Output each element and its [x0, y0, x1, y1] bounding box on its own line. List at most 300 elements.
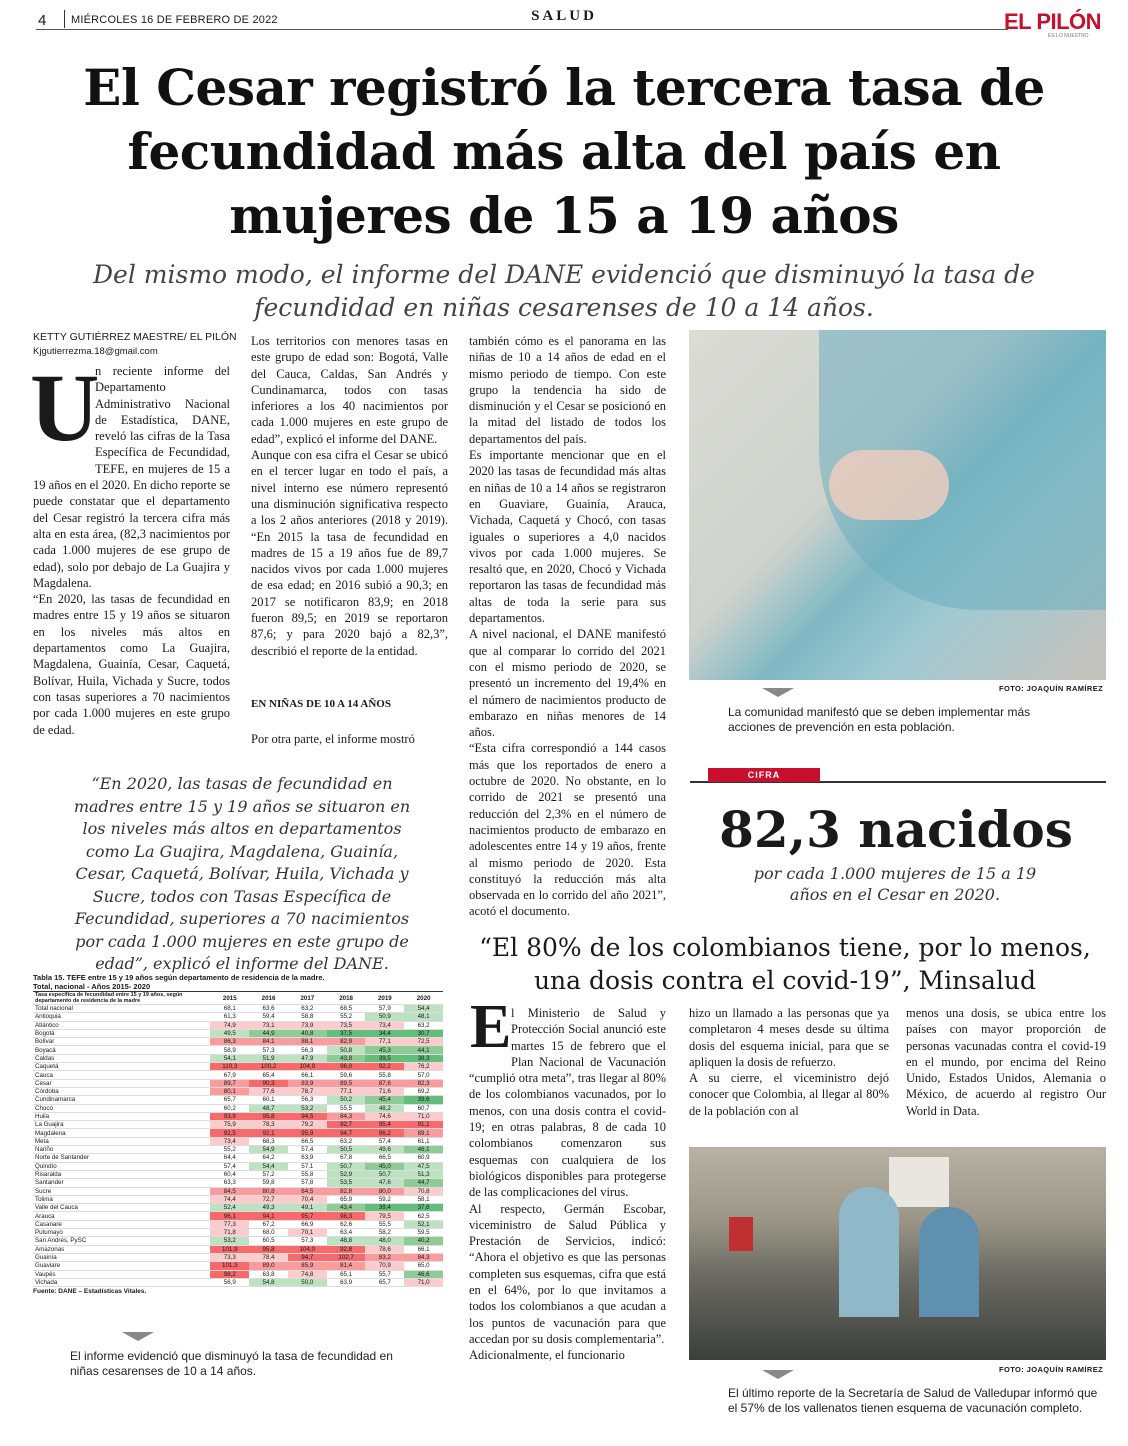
table-cell: 74,8	[288, 1270, 327, 1278]
table-cell: 63,3	[210, 1179, 249, 1187]
pregnant-woman-photo[interactable]	[689, 330, 1106, 680]
table-cell: 58,1	[404, 1195, 443, 1203]
table-cell: 79,2	[288, 1121, 327, 1129]
table-cell: 54,9	[249, 1146, 288, 1154]
table-cell: 82,9	[327, 1038, 366, 1046]
table-cell: 74,9	[210, 1021, 249, 1029]
header-date: MIÉRCOLES 16 DE FEBRERO DE 2022	[71, 14, 278, 26]
table-cell: 70,1	[288, 1229, 327, 1237]
table-cell: 59,6	[327, 1071, 366, 1079]
department-name: Risaralda	[33, 1170, 210, 1178]
table-cell: 34,4	[365, 1029, 404, 1037]
col2-body	[251, 333, 448, 683]
table-cell: 68,3	[249, 1137, 288, 1145]
table-cell: 63,9	[288, 1154, 327, 1162]
department-name: La Guajira	[33, 1121, 210, 1129]
table-row	[33, 1021, 443, 1029]
table-cell: 96,1	[210, 1212, 249, 1220]
table-cell: 48,8	[327, 1237, 366, 1245]
table-cell: 50,0	[288, 1278, 327, 1286]
department-name: Cesar	[33, 1079, 210, 1087]
table-cell: 86,3	[210, 1038, 249, 1046]
cifra-badge: CIFRA	[708, 768, 820, 782]
table-row	[33, 1262, 443, 1270]
table-cell: 95,4	[365, 1121, 404, 1129]
table-cell: 90,3	[249, 1079, 288, 1087]
department-name: San Andrés, PySC	[33, 1237, 210, 1245]
table-row	[33, 1212, 443, 1220]
table-row	[33, 1079, 443, 1087]
table-cell: 62,6	[327, 1220, 366, 1228]
table-cell: 68,1	[210, 1005, 249, 1013]
department-name: Total nacional	[33, 1005, 210, 1013]
table-cell: 63,6	[249, 1005, 288, 1013]
table-cell: 101,9	[210, 1245, 249, 1253]
department-name: Cauca	[33, 1071, 210, 1079]
table-row	[33, 1029, 443, 1037]
department-name: Arauca	[33, 1212, 210, 1220]
table-cell: 74,6	[365, 1112, 404, 1120]
table-cell: 63,8	[249, 1270, 288, 1278]
table-row	[33, 1195, 443, 1203]
story2-col1-paragraph-2: Al respecto, Germán Escobar, viceministro de Salud Pública y Prestación de Servicios, indicó: “Ahora el objetivo es que las personas completen sus esquemas, cifra que está en el 64%, por lo que invitamos a todos los colombianos a que acudan a los puntos de vacunación para que accedan por su dosis complementaria”.	[469, 1201, 666, 1346]
table-cell: 71,0	[404, 1278, 443, 1286]
department-name: Santander	[33, 1179, 210, 1187]
table-subtitle: Total, nacional - Años 2015- 2020	[33, 982, 443, 992]
photo-person-shape	[919, 1207, 979, 1317]
table-cell: 72,5	[404, 1038, 443, 1046]
table-cell: 77,1	[365, 1038, 404, 1046]
table-cell: 69,2	[404, 1087, 443, 1095]
department-name: Guainía	[33, 1253, 210, 1261]
cifra-number: 82,3 nacidos	[719, 800, 1073, 859]
table-row	[33, 1270, 443, 1278]
table-cell: 75,9	[210, 1121, 249, 1129]
logo-tagline: ES LO NUESTRO	[1048, 33, 1089, 39]
table-row	[33, 1046, 443, 1054]
table-cell: 94,7	[288, 1253, 327, 1261]
table-cell: 52,4	[210, 1204, 249, 1212]
table-cell: 53,2	[210, 1237, 249, 1245]
table-row	[33, 1096, 443, 1104]
department-name: Amazonas	[33, 1245, 210, 1253]
table-row	[33, 1121, 443, 1129]
table-cell: 62,5	[404, 1212, 443, 1220]
vaccination-photo[interactable]	[689, 1147, 1106, 1360]
table-cell: 98,2	[210, 1270, 249, 1278]
table-cell: 55,5	[327, 1104, 366, 1112]
table-cell: 37,6	[404, 1204, 443, 1212]
year-header: 2017	[288, 992, 327, 1005]
table-cell: 45,3	[365, 1046, 404, 1054]
table-cell: 67,8	[327, 1154, 366, 1162]
table-cell: 60,9	[404, 1154, 443, 1162]
department-name: Huila	[33, 1112, 210, 1120]
table-cell: 59,5	[404, 1229, 443, 1237]
col2-paragraph-1: Los territorios con menores tasas en este grupo de edad son: Bogotá, Valle del Cauca, Caldas, San Andrés y Cundinamarca, todos con tasas inferiores a los 40 nacimientos por cada 1.000 mujeres en este grupo de edad”, explicó el informe del DANE.	[251, 334, 448, 446]
table-cell: 43,4	[327, 1204, 366, 1212]
table-row	[33, 1146, 443, 1154]
table-cell: 71,8	[210, 1229, 249, 1237]
table-cell: 89,7	[210, 1079, 249, 1087]
table-cell: 94,5	[288, 1112, 327, 1120]
table-cell: 53,5	[327, 1179, 366, 1187]
table-row	[33, 1179, 443, 1187]
header-rule	[36, 29, 1008, 30]
table-cell: 65,9	[327, 1195, 366, 1203]
drop-cap: U	[30, 354, 100, 461]
department-name: Tolima	[33, 1195, 210, 1203]
table-cell: 67,2	[249, 1220, 288, 1228]
table-cell: 84,1	[249, 1038, 288, 1046]
table-cell: 67,9	[210, 1071, 249, 1079]
table-cell: 91,1	[404, 1121, 443, 1129]
table-cell: 102,7	[327, 1253, 366, 1261]
department-name: Casanare	[33, 1220, 210, 1228]
table-cell: 92,2	[365, 1063, 404, 1071]
story2-headline: “El 80% de los colombianos tiene, por lo menos, una dosis contra el covid-19”, Minsalud	[479, 933, 1091, 995]
department-name: Sucre	[33, 1187, 210, 1195]
table-cell: 66,1	[404, 1245, 443, 1253]
department-name: Caldas	[33, 1054, 210, 1062]
table-cell: 80,8	[249, 1187, 288, 1195]
tefe-table-block	[33, 973, 443, 1295]
table-cell: 104,0	[288, 1245, 327, 1253]
table-cell: 39,4	[365, 1204, 404, 1212]
table-cell: 95,8	[249, 1112, 288, 1120]
table-cell: 59,2	[365, 1195, 404, 1203]
table-cell: 84,5	[210, 1187, 249, 1195]
table-cell: 84,3	[404, 1253, 443, 1261]
table-cell: 57,4	[365, 1137, 404, 1145]
table-cell: 68,0	[249, 1229, 288, 1237]
table-cell: 57,9	[365, 1005, 404, 1013]
table-cell: 47,9	[288, 1054, 327, 1062]
table-cell: 65,7	[365, 1278, 404, 1286]
table-cell: 94,1	[249, 1212, 288, 1220]
table-row	[33, 1137, 443, 1145]
table-cell: 49,1	[288, 1204, 327, 1212]
table-row	[33, 1054, 443, 1062]
table-cell: 100,2	[249, 1063, 288, 1071]
story2-col2-paragraph-2: A su cierre, el viceministro dejó conocer que Colombia, al llegar al 80% de la población con al	[689, 1071, 889, 1118]
table-cell: 55,5	[365, 1220, 404, 1228]
table-cell: 51,9	[249, 1054, 288, 1062]
table-cell: 57,1	[288, 1162, 327, 1170]
table-row	[33, 1204, 443, 1212]
table-row	[33, 1162, 443, 1170]
story2-col1-lead: l Ministerio de Salud y Protección Social anunció este martes 15 de febrero que el Plan Nacional de Vacunación “cumplió otra meta”, tras llegar al 80% de los colombianos vacunados, por lo menos, con una dosis contra el covid-19; en otras palabras, 8 de cada 10 colombianos comenzaron sus esquemas con cualquiera de los biológicos disponibles para protegerse de las complicaciones del virus.	[469, 1006, 666, 1200]
year-header: 2015	[210, 992, 249, 1005]
table-cell: 96,0	[327, 1063, 366, 1071]
table-cell: 54,8	[249, 1278, 288, 1286]
col3-body	[469, 333, 666, 918]
table-caption: El informe evidenció que disminuyó la tasa de fecundidad en niñas cesarenses de 10 a 14 años.	[70, 1349, 393, 1378]
department-name: Vichada	[33, 1278, 210, 1286]
table-cell: 63,2	[404, 1021, 443, 1029]
table-cell: 52,1	[404, 1220, 443, 1228]
table-row	[33, 1187, 443, 1195]
col3-paragraph-4: “Esta cifra correspondió a 144 casos más que los reportados de enero a octubre de 2020. No obstante, en lo corrido de 2021 se presentó una reducción del 2,3% en el número de nacimientos producto de embarazo en adolescentes entre 14 y 19 años, frente al mismo periodo de 2020. Esta constituyó la reducción más alta observada en lo corrido del año 2021”, acotó el documento.	[469, 741, 666, 918]
table-cell: 50,9	[365, 1013, 404, 1021]
table-cell: 40,8	[288, 1029, 327, 1037]
table-cell: 50,8	[327, 1046, 366, 1054]
table-row	[33, 1170, 443, 1178]
department-name: Norte de Santander	[33, 1154, 210, 1162]
table-cell: 59,4	[249, 1013, 288, 1021]
table-cell: 73,9	[288, 1021, 327, 1029]
table-cell: 73,4	[210, 1137, 249, 1145]
department-name: Meta	[33, 1137, 210, 1145]
table-cell: 54,4	[404, 1005, 443, 1013]
table-cell: 57,4	[210, 1162, 249, 1170]
table-cell: 58,2	[365, 1229, 404, 1237]
col3-paragraph-3: A nivel nacional, el DANE manifestó que al comparar lo corrido del 2021 con el mismo periodo de 2020, se presentó un incremento del 19,4% en el número de nacimientos producto de embarazo en niñas menores de 14 años.	[469, 627, 666, 740]
table-cell: 95,7	[288, 1212, 327, 1220]
table-cell: 48,1	[404, 1013, 443, 1021]
department-name: Atlántico	[33, 1021, 210, 1029]
story2-drop-cap: E	[470, 993, 512, 1061]
table-cell: 48,2	[365, 1104, 404, 1112]
table-cell: 57,3	[288, 1237, 327, 1245]
table-cell: 57,3	[249, 1046, 288, 1054]
table-row	[33, 1005, 443, 1013]
table-cell: 96,2	[365, 1129, 404, 1137]
caption-arrow-icon	[762, 1370, 794, 1379]
table-cell: 64,4	[210, 1154, 249, 1162]
year-header: 2018	[327, 992, 366, 1005]
table-cell: 80,1	[210, 1087, 249, 1095]
table-cell: 95,8	[249, 1245, 288, 1253]
table-cell: 63,4	[327, 1229, 366, 1237]
year-header: 2020	[404, 992, 443, 1005]
table-cell: 94,7	[327, 1129, 366, 1137]
table-cell: 73,5	[327, 1021, 366, 1029]
department-name: Valle del Cauca	[33, 1204, 210, 1212]
table-cell: 39,6	[404, 1096, 443, 1104]
table-row	[33, 1071, 443, 1079]
story2-col2-paragraph-1: hizo un llamado a las personas que ya completaron 4 meses desde su última dosis del esquema inicial, para que se apliquen la dosis de refuerzo.	[689, 1006, 889, 1069]
dropcap-spacer	[469, 1005, 511, 1057]
table-cell: 54,1	[210, 1054, 249, 1062]
col1-paragraph-2: “En 2020, las tasas de fecundidad en madres entre 15 y 19 años se situaron en los niveles más altos en departamentos como La Guajira, Magdalena, Guainía, Cesar, Caquetá, Bolívar, Huila, Vichada y Sucre, todos con tasas superiores a 70 nacimientos por cada 1.000 mujeres en este grupo de edad.	[33, 592, 230, 737]
table-cell: 78,7	[288, 1087, 327, 1095]
table-row	[33, 1278, 443, 1286]
table-cell: 84,3	[327, 1112, 366, 1120]
headline: El Cesar registró la tercera tasa de fecundidad más alta del país en mujeres de 15 a 19 años	[83, 58, 1045, 245]
table-row	[33, 1038, 443, 1046]
table-cell: 98,3	[327, 1212, 366, 1220]
table-row	[33, 1229, 443, 1237]
department-name: Bogotá	[33, 1029, 210, 1037]
table-cell: 104,9	[288, 1063, 327, 1071]
table-row	[33, 1129, 443, 1137]
table-cell: 48,7	[249, 1104, 288, 1112]
section-title: SALUD	[531, 8, 597, 24]
pull-quote: “En 2020, las tasas de fecundidad en madres entre 15 y 19 años se situaron en los niveles más altos en departamentos como La Guajira, Magdalena, Guainía, Cesar, Caquetá, Bolívar, Huila, Vichada y Sucre, todos con Tasas Específica de Fecundidad, superiores a 70 nacimientos por cada 1.000 mujeres en este grupo de edad”, explicó el informe del DANE.	[73, 774, 411, 973]
table-cell: 81,4	[327, 1262, 366, 1270]
table-cell: 68,5	[327, 1005, 366, 1013]
table-cell: 38,3	[404, 1054, 443, 1062]
table-cell: 110,3	[210, 1063, 249, 1071]
table-cell: 83,9	[288, 1079, 327, 1087]
table-cell: 79,5	[365, 1212, 404, 1220]
table-row	[33, 1253, 443, 1261]
table-cell: 87,6	[365, 1079, 404, 1087]
department-name: Putumayo	[33, 1229, 210, 1237]
table-cell: 57,2	[249, 1170, 288, 1178]
newspaper-logo[interactable]: EL PILÓN	[1004, 9, 1102, 34]
table-cell: 89,1	[404, 1129, 443, 1137]
table-cell: 65,7	[210, 1096, 249, 1104]
table-cell: 47,5	[404, 1162, 443, 1170]
photo-poster-shape	[729, 1217, 753, 1251]
table-title: Tabla 15. TEFE entre 15 y 19 años según departamento de residencia de la madre.	[33, 973, 325, 982]
table-cell: 58,9	[210, 1046, 249, 1054]
table-cell: 55,7	[365, 1270, 404, 1278]
table-row	[33, 1154, 443, 1162]
year-header: 2019	[365, 992, 404, 1005]
table-cell: 61,3	[210, 1013, 249, 1021]
table-cell: 71,6	[365, 1087, 404, 1095]
author-email[interactable]: Kjgutierrezma.18@gmail.com	[33, 346, 158, 357]
table-cell: 66,5	[365, 1154, 404, 1162]
table-row	[33, 1063, 443, 1071]
department-name: Antioquia	[33, 1013, 210, 1021]
table-cell: 73,1	[249, 1021, 288, 1029]
department-name: Magdalena	[33, 1129, 210, 1137]
table-cell: 54,4	[249, 1162, 288, 1170]
department-name: Bolívar	[33, 1038, 210, 1046]
table-cell: 40,2	[404, 1237, 443, 1245]
table-cell: 59,8	[249, 1179, 288, 1187]
caption-arrow-icon	[122, 1332, 154, 1341]
col2-subhead: EN NIÑAS DE 10 A 14 AÑOS	[251, 698, 391, 710]
table-header-label: Tasa específica de fecundidad entre 15 y 19 años, según departamento de residencia de la madre	[33, 992, 210, 1005]
page-number: 4	[38, 12, 47, 29]
table-cell: 58,8	[288, 1013, 327, 1021]
col1-body	[33, 363, 230, 743]
photo1-credit: FOTO: JOAQUÍN RAMÍREZ	[999, 684, 1104, 693]
table-cell: 43,8	[327, 1054, 366, 1062]
col3-paragraph-1: también cómo es el panorama en las niñas de 10 a 14 años de edad en el mismo periodo de tiempo. Con este grupo la tendencia ha sido de disminución y el Cesar se posicionó en la mitad del listado de todos los departamentos del país.	[469, 334, 666, 446]
department-name: Nariño	[33, 1146, 210, 1154]
table-cell: 55,2	[327, 1013, 366, 1021]
table-cell: 50,7	[327, 1162, 366, 1170]
cifra-caption: por cada 1.000 mujeres de 15 a 19 años en el Cesar en 2020.	[753, 864, 1037, 904]
table-cell: 52,9	[327, 1170, 366, 1178]
table-cell: 83,2	[365, 1253, 404, 1261]
table-cell: 77,1	[327, 1087, 366, 1095]
table-cell: 66,9	[288, 1220, 327, 1228]
table-cell: 60,2	[210, 1104, 249, 1112]
photo1-caption: La comunidad manifestó que se deben implementar más acciones de prevención en esta población.	[728, 705, 1031, 734]
table-cell: 76,2	[404, 1063, 443, 1071]
year-header: 2016	[249, 992, 288, 1005]
department-name: Chocó	[33, 1104, 210, 1112]
photo-hands-shape	[829, 450, 949, 520]
col2-paragraph-2: Aunque con esa cifra el Cesar se ubicó en el tercer lugar en todo el país, a nivel interno ese número representó una disminución significativa respecto a los 2 años anteriores (2018 y 2019). “En 2015 la tasa de fecundidad en madres de 15 a 19 años fue de 89,7 nacidos vivos por cada 1.000 mujeres de esa edad; en 2016 subió a 90,3; en 2017 se notificaron 83,9; en 2018 fueron 89,5; en 2019 se reportaron 87,6; y para 2020 bajó a 82,3”, describió el reporte de la entidad.	[251, 448, 448, 658]
table-cell: 50,7	[365, 1170, 404, 1178]
table-cell: 55,8	[288, 1170, 327, 1178]
table-cell: 70,4	[288, 1195, 327, 1203]
photo-nurse-shape	[839, 1187, 899, 1317]
story2-col1-paragraph-3: Adicionalmente, el funcionario	[469, 1348, 625, 1363]
table-cell: 57,0	[404, 1071, 443, 1079]
table-cell: 61,1	[404, 1137, 443, 1145]
table-row	[33, 1104, 443, 1112]
table-cell: 66,5	[288, 1137, 327, 1145]
table-cell: 60,5	[249, 1237, 288, 1245]
table-cell: 60,4	[210, 1170, 249, 1178]
table-cell: 50,2	[327, 1096, 366, 1104]
table-cell: 89,0	[249, 1262, 288, 1270]
table-cell: 72,7	[249, 1195, 288, 1203]
table-row	[33, 1237, 443, 1245]
department-name: Vaupés	[33, 1270, 210, 1278]
table-cell: 60,7	[404, 1104, 443, 1112]
table-cell: 88,1	[288, 1038, 327, 1046]
table-cell: 48,0	[365, 1237, 404, 1245]
table-cell: 44,7	[404, 1179, 443, 1187]
table-source: Fuente: DANE – Estadísticas Vitales.	[33, 1288, 147, 1296]
table-cell: 46,6	[404, 1270, 443, 1278]
department-name: Guaviare	[33, 1262, 210, 1270]
table-cell: 82,3	[404, 1079, 443, 1087]
byline: KETTY GUTIÉRREZ MAESTRE/ EL PILÓN	[33, 331, 237, 343]
photo2-caption: El último reporte de la Secretaría de Salud de Valledupar informó que el 57% de los vallenatos tienen esquema de vacunación completo.	[728, 1386, 1098, 1415]
table-row	[33, 1013, 443, 1021]
department-name: Cundinamarca	[33, 1096, 210, 1104]
table-cell: 57,4	[288, 1146, 327, 1154]
table-cell: 66,1	[288, 1071, 327, 1079]
story2-col1	[469, 1005, 666, 1442]
photo-banner-shape	[889, 1157, 949, 1207]
dropcap-spacer	[33, 363, 95, 463]
department-name: Boyacá	[33, 1046, 210, 1054]
table-cell: 74,4	[210, 1195, 249, 1203]
table-cell: 85,9	[288, 1262, 327, 1270]
table-cell: 70,9	[365, 1262, 404, 1270]
table-cell: 80,0	[365, 1187, 404, 1195]
department-name: Córdoba	[33, 1087, 210, 1095]
table-cell: 46,1	[404, 1146, 443, 1154]
table-cell: 37,5	[327, 1029, 366, 1037]
table-cell: 63,2	[288, 1005, 327, 1013]
table-cell: 95,9	[288, 1129, 327, 1137]
table-cell: 51,3	[404, 1170, 443, 1178]
table-row	[33, 1220, 443, 1228]
table-cell: 56,3	[288, 1046, 327, 1054]
table-cell: 77,3	[210, 1220, 249, 1228]
header-divider	[64, 10, 65, 28]
table-cell: 39,5	[365, 1054, 404, 1062]
table-cell: 65,1	[327, 1270, 366, 1278]
col1-lead-text: n reciente informe del Departamento Administrativo Nacional de Estadística, DANE, reveló las cifras de la Tasa Específica de Fecundidad, TEFE, en mujeres de 15 a 19 años en el 2020. En dicho reporte se puede constatar que el departamento del Cesar registró la tercera cifra más alta en esta área, (82,3 nacimientos por cada 1.000 mujeres de ese grupo de edad), solo por debajo de La Guajira y Magdalena.	[33, 364, 230, 590]
table-cell: 82,8	[327, 1187, 366, 1195]
table-cell: 101,3	[210, 1262, 249, 1270]
table-cell: 60,1	[249, 1096, 288, 1104]
table-cell: 78,3	[249, 1121, 288, 1129]
table-cell: 45,0	[365, 1162, 404, 1170]
table-cell: 56,9	[210, 1278, 249, 1286]
table-cell: 65,0	[404, 1262, 443, 1270]
table-cell: 71,0	[404, 1112, 443, 1120]
caption-arrow-icon	[762, 688, 794, 697]
table-cell: 70,8	[404, 1187, 443, 1195]
table-cell: 92,1	[249, 1129, 288, 1137]
table-cell: 50,5	[327, 1146, 366, 1154]
